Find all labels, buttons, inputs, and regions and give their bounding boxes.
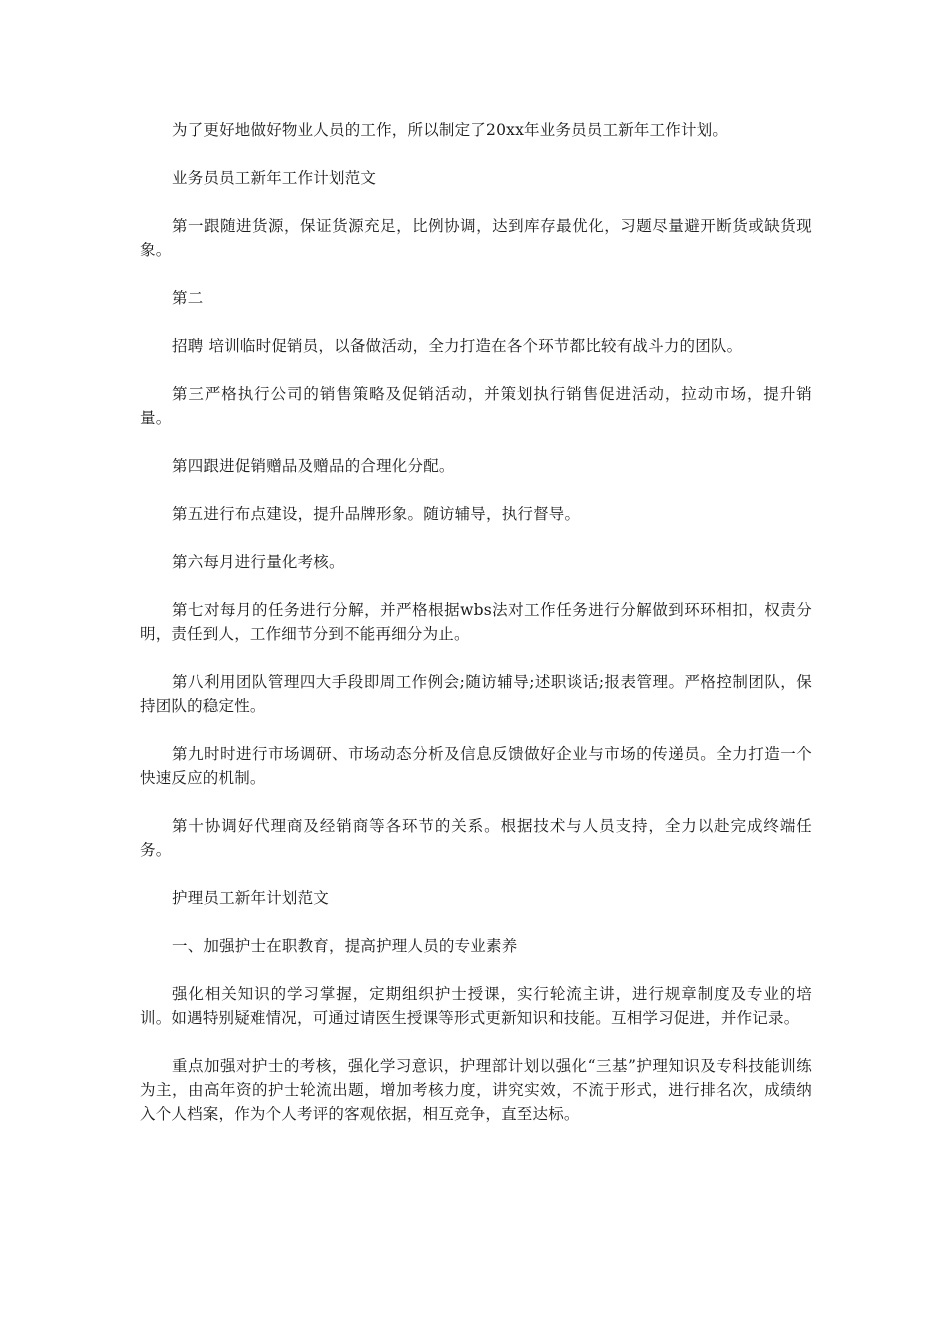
paragraph: 第七对每月的任务进行分解，并严格根据wbs法对工作任务进行分解做到环环相扣，权责分明，责任到人，工作细节分到不能再细分为止。 — [140, 601, 812, 643]
paragraph: 第六每月进行量化考核。 — [172, 553, 345, 571]
paragraph: 第十协调好代理商及经销商等各环节的关系。根据技术与人员支持，全力以赴完成终端任务。 — [140, 817, 812, 859]
section-heading: 护理员工新年计划范文 — [172, 889, 330, 907]
paragraph: 第一跟随进货源，保证货源充足，比例协调，达到库存最优化，习题尽量避开断货或缺货现象。 — [140, 217, 812, 259]
paragraph: 强化相关知识的学习掌握，定期组织护士授课，实行轮流主讲，进行规章制度及专业的培训。如遇特别疑难情况，可通过请医生授课等形式更新知识和技能。互相学习促进，并作记录。 — [140, 985, 812, 1027]
paragraph: 第三严格执行公司的销售策略及促销活动，并策划执行销售促进活动，拉动市场，提升销量。 — [140, 385, 812, 427]
paragraph: 第五进行布点建设，提升品牌形象。随访辅导，执行督导。 — [172, 505, 581, 523]
paragraph: 第四跟进促销赠品及赠品的合理化分配。 — [172, 457, 455, 475]
paragraph: 第九时时进行市场调研、市场动态分析及信息反馈做好企业与市场的传递员。全力打造一个快速反应的机制。 — [140, 745, 812, 787]
section-heading: 业务员员工新年工作计划范文 — [172, 169, 377, 187]
document-body — [140, 118, 812, 1150]
intro-paragraph: 为了更好地做好物业人员的工作，所以制定了20xx年业务员员工新年工作计划。 — [172, 121, 729, 139]
paragraph: 第二 — [172, 289, 204, 307]
paragraph: 重点加强对护士的考核，强化学习意识，护理部计划以强化“三基”护理知识及专科技能训练为主，由高年资的护士轮流出题，增加考核力度，讲究实效，不流于形式，进行排名次，成绩纳入个人档案，作为个人考评的客观依据，相互竞争，直至达标。 — [140, 1057, 812, 1123]
subsection-heading: 一、加强护士在职教育，提高护理人员的专业素养 — [172, 937, 518, 955]
paragraph: 第八利用团队管理四大手段即周工作例会;随访辅导;述职谈话;报表管理。严格控制团队，保持团队的稳定性。 — [140, 673, 812, 715]
paragraph: 招聘 培训临时促销员，以备做活动，全力打造在各个环节都比较有战斗力的团队。 — [172, 337, 743, 355]
